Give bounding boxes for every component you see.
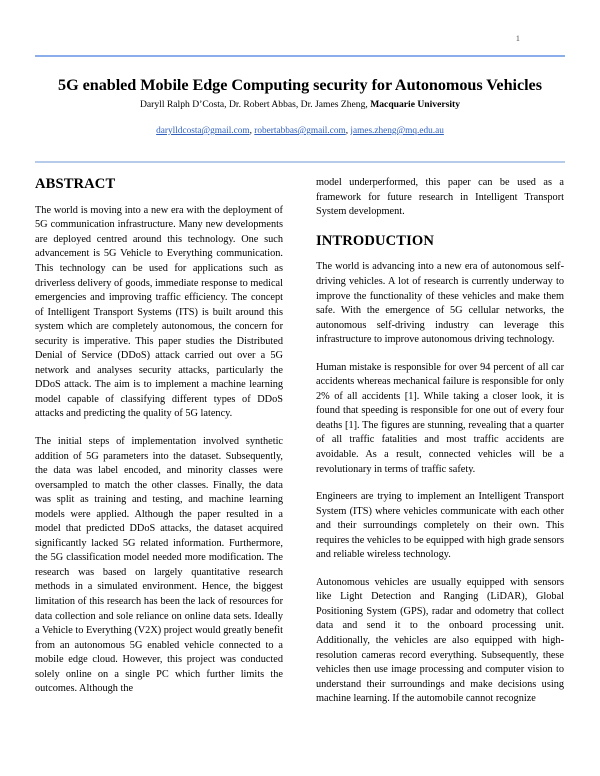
- author-affiliation: Macquarie University: [370, 99, 460, 110]
- header-rule-bottom: [35, 161, 565, 163]
- author-names: Daryll Ralph D’Costa, Dr. Robert Abbas, Dr. James Zheng,: [139, 99, 371, 110]
- page-number: [0, 33, 600, 43]
- introduction-paragraph-1: The world is advancing into a new era of autonomous self-driving vehicles. A lot of research is currently underway to improve the functionality of these vehicles and make them safe. With the emergence of 5G cellular networks, the autonomous self-driving industry can leverage this infrastructure to improve autonomous driving technology.: [316, 261, 564, 346]
- left-column: [35, 176, 283, 768]
- email-line: [40, 126, 560, 137]
- abstract-paragraph-2: The initial steps of implementation involved synthetic addition of 5G parameters into the dataset. Subsequently, the data was label encoded, and minority classes were oversampled to match the other classes. Finally, the data was split as training and testing, and machine learning models were applied. Although the paper resulted in a model that predicted DDoS attacks, the dataset acquired significantly lacked 5G related information. Furthermore, the 5G classification model needed more modification. The research was based on largely quantitative research methods in a simulated environment. Hence, the biggest limitation of this research has been the lack of resources for data collection and sole reliance on online data sets. Ideally a Vehicle to Everything (V2X) project would greatly benefit from an autonomous 5G enabled vehicle connected to a mobile edge cloud. However, this project was conducted solely online on a single PC which further limits the outcomes. Although the: [35, 435, 283, 695]
- author-line: [40, 99, 560, 111]
- right-column: [316, 176, 564, 768]
- abstract-heading: ABSTRACT: [35, 176, 116, 192]
- introduction-heading: INTRODUCTION: [316, 232, 434, 249]
- introduction-paragraph-3: Engineers are trying to implement an Intelligent Transport System (ITS) where vehicles communicate with each other and their surroundings completely on their own. This requires the vehicles to be equipped with high grade sensors and reliable wireless technology.: [316, 491, 564, 561]
- email-link-2[interactable]: robertabbas@gmail.com: [254, 126, 346, 136]
- introduction-paragraph-4: Autonomous vehicles are usually equipped with sensors like Light Detection and Ranging (LiDAR), Global Positioning System (GPS), radar and odometry that collect data and send it to the onboard processing unit. Additionally, the vehicles are also equipped with high-resolution cameras record everything. Subsequently, these vehicles then use image processing and computer vision to understand their surroundings and make decisions using machine learning. If the automobile cannot recognize: [316, 576, 564, 705]
- abstract-continuation: model underperformed, this paper can be used as a framework for future research in Intelligent Transport System development.: [316, 177, 564, 218]
- abstract-paragraph-1: The world is moving into a new era with the deployment of 5G communication infrastructure. Many new developments are deployed centred around this technology. One such advancement is 5G Vehicle to Everything communication. This technology can be used for applications such as driverless delivery of goods, immediate response to medical emergencies and improving traffic efficiency. The concept of Intelligent Transport Systems (ITS) is built around this system which are completely autonomous, the concern for security is imperative. This paper studies the Distributed Denial of Service (DDoS) attack carried out over a 5G network and analyses security attacks, particularly the DDoS attack. The aim is to implement a machine learning model capable of classifying different types of DDoS attacks and predicting the quality of 5G latency.: [35, 204, 283, 420]
- email-separator-2: ,: [345, 126, 351, 136]
- introduction-paragraph-2: Human mistake is responsible for over 94 percent of all car accidents whereas mechanical failure is responsible for only 2% of all accidents [1]. While taking a closer look, it is found that speeding is responsible for one out of every four deaths [1]. The figures are stunning, revealing that a quarter of all traffic fatalities and most traffic accidents are avoidable. As a result, connected vehicles will be a revolutionary in terms of traffic safety.: [316, 361, 564, 475]
- page-number-value: 1: [515, 33, 521, 43]
- email-link-3[interactable]: james.zheng@mq.edu.au: [350, 126, 444, 136]
- page-title: 5G enabled Mobile Edge Computing security for Autonomous Vehicles: [58, 75, 542, 94]
- email-link-1[interactable]: darylldcosta@gmail.com: [156, 126, 250, 136]
- email-separator-1: ,: [249, 126, 255, 136]
- body-columns: [35, 176, 565, 768]
- header-rule-top: [35, 55, 565, 57]
